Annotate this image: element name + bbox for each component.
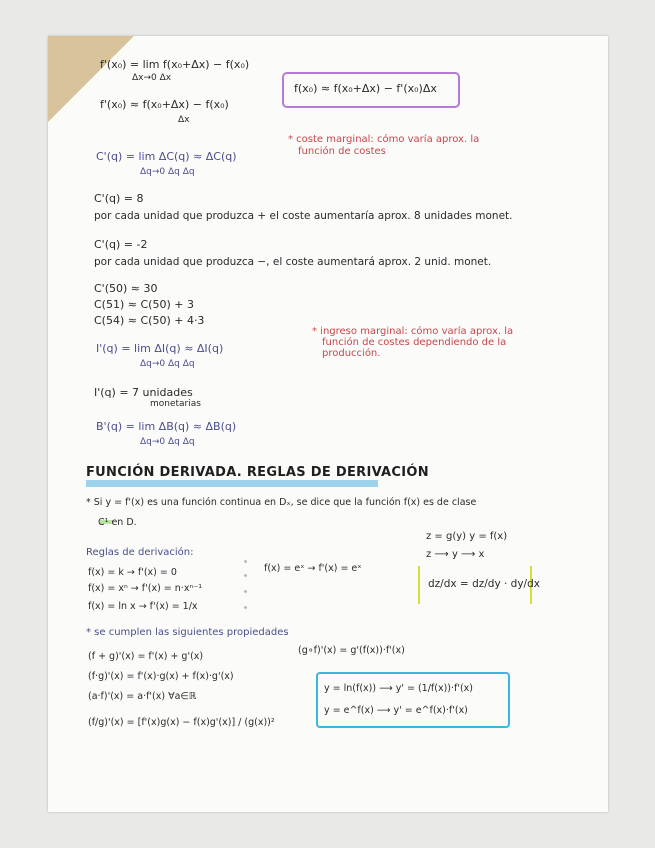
property-quotient: (f/g)'(x) = [f'(x)g(x) − f(x)g'(x)] / (g(x))² bbox=[88, 717, 275, 728]
approx-formula-boxed: f(x₀) ≈ f(x₀+Δx) − f'(x₀)Δx bbox=[294, 82, 437, 95]
income-value-7: I'(q) = 7 unidades bbox=[94, 386, 193, 399]
dot bbox=[244, 560, 247, 563]
cost-marginal-note: * coste marginal: cómo varía aprox. la bbox=[288, 134, 480, 145]
chain-definitions: z = g(y) y = f(x) bbox=[426, 531, 508, 542]
cost-explanation-8: por cada unidad que produzca + el coste aumentaría aprox. 8 unidades monet. bbox=[94, 210, 513, 222]
cost-54: C(54) ≈ C(50) + 4·3 bbox=[94, 314, 205, 327]
income-marginal-formula: I'(q) = lim ΔI(q) ≈ ΔI(q) bbox=[96, 342, 224, 355]
heading-highlight bbox=[86, 480, 378, 487]
cost-marginal-formula: C'(q) = lim ΔC(q) ≈ ΔC(q) bbox=[96, 150, 237, 163]
income-marginal-sub: Δq→0 Δq Δq bbox=[140, 359, 195, 369]
cost-value-minus2: C'(q) = -2 bbox=[94, 238, 148, 251]
derivative-limit-formula: f'(x₀) = lim f(x₀+Δx) − f(x₀) bbox=[100, 58, 250, 71]
rule-ln-composite: y = ln(f(x)) ⟶ y' = (1/f(x))·f'(x) bbox=[324, 683, 474, 694]
property-scalar: (a·f)'(x) = a·f'(x) ∀a∈ℝ bbox=[88, 691, 197, 702]
cost-explanation-minus2: por cada unidad que produzca −, el coste aumentará aprox. 2 unid. monet. bbox=[94, 256, 492, 268]
derivative-approx-sub: Δx bbox=[178, 115, 190, 125]
rule-log: f(x) = ln x → f'(x) = 1/x bbox=[88, 601, 198, 612]
income-marginal-note: * ingreso marginal: cómo varía aprox. la bbox=[312, 326, 514, 337]
section-heading: FUNCIÓN DERIVADA. REGLAS DE DERIVACIÓN bbox=[86, 465, 429, 480]
cost-value-8: C'(q) = 8 bbox=[94, 192, 144, 205]
log-exp-rules-box bbox=[316, 672, 510, 728]
property-sum: (f + g)'(x) = f'(x) + g'(x) bbox=[88, 651, 204, 662]
income-marginal-note-3: producción. bbox=[322, 348, 381, 359]
derivative-approx-formula: f'(x₀) ≈ f(x₀+Δx) − f(x₀) bbox=[100, 98, 229, 111]
rules-title: Reglas de derivación: bbox=[86, 547, 194, 558]
dot bbox=[244, 590, 247, 593]
income-marginal-note-2: función de costes dependiendo de la bbox=[322, 337, 507, 348]
benefit-marginal-formula: B'(q) = lim ΔB(q) ≈ ΔB(q) bbox=[96, 420, 237, 433]
dot bbox=[244, 606, 247, 609]
rule-exp-composite: y = e^f(x) ⟶ y' = e^f(x)·f'(x) bbox=[324, 705, 468, 716]
cost-50: C'(50) ≈ 30 bbox=[94, 282, 158, 295]
income-value-7-unit: monetarias bbox=[150, 399, 201, 409]
definition-line-1: * Si y = f'(x) es una función continua en Dₓ, se dice que la función f(x) es de clase bbox=[86, 497, 477, 508]
chain-rule: dz/dx = dz/dy · dy/dx bbox=[428, 578, 540, 590]
rule-constant: f(x) = k → f'(x) = 0 bbox=[88, 567, 177, 578]
definition-line-2: C¹ en D. bbox=[98, 517, 137, 528]
cost-51: C(51) ≈ C(50) + 3 bbox=[94, 298, 194, 311]
cost-marginal-note-2: función de costes bbox=[298, 146, 386, 157]
chain-arrow: z ⟶ y ⟶ x bbox=[426, 549, 485, 560]
properties-title: * se cumplen las siguientes propiedades bbox=[86, 627, 289, 638]
rule-power: f(x) = xⁿ → f'(x) = n·xⁿ⁻¹ bbox=[88, 583, 203, 594]
derivative-limit-sub: Δx→0 Δx bbox=[132, 73, 172, 83]
benefit-marginal-sub: Δq→0 Δq Δq bbox=[140, 437, 195, 447]
dot bbox=[244, 574, 247, 577]
cost-marginal-sub: Δq→0 Δq Δq bbox=[140, 167, 195, 177]
rule-exp: f(x) = eˣ → f'(x) = eˣ bbox=[264, 563, 362, 574]
property-product: (f·g)'(x) = f'(x)·g(x) + f(x)·g'(x) bbox=[88, 671, 234, 682]
property-composition: (g∘f)'(x) = g'(f(x))·f'(x) bbox=[298, 645, 405, 656]
